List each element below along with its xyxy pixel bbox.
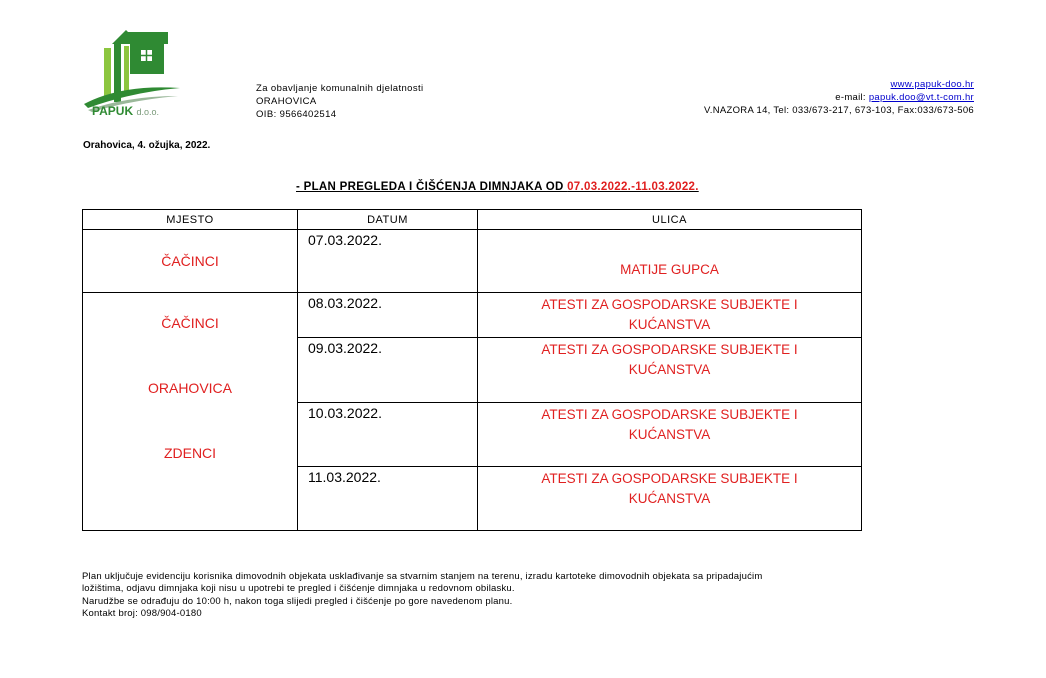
- place-group-cell: [83, 293, 298, 531]
- address-line: V.NAZORA 14, Tel: 033/673-217, 673-103, Fax:033/673-506: [703, 105, 974, 116]
- website-link[interactable]: www.papuk-doo.hr: [890, 79, 974, 90]
- title-date-range: 07.03.2022.-11.03.2022.: [567, 181, 699, 193]
- date-cell: 11.03.2022.: [298, 466, 478, 530]
- company-line2: ORAHOVICA: [256, 96, 317, 107]
- place-cell: [83, 230, 298, 293]
- street-line: ATESTI ZA GOSPODARSKE SUBJEKTE I: [541, 342, 798, 358]
- company-info: [256, 82, 424, 121]
- email-label: e-mail:: [835, 92, 869, 103]
- email-link[interactable]: papuk.doo@vt.t-com.hr: [868, 92, 974, 103]
- street-line: KUĆANSTVA: [628, 427, 711, 443]
- header-ulica: ULICA: [478, 210, 862, 230]
- street-line: KUĆANSTVA: [628, 362, 711, 378]
- header-mjesto: MJESTO: [83, 210, 298, 230]
- title-prefix: - PLAN PREGLEDA I ČIŠĆENJA DIMNJAKA OD: [296, 181, 568, 193]
- document-title: [296, 181, 699, 193]
- table-row: [83, 230, 862, 293]
- footer-line: Narudžbe se odrađuju do 10:00 h, nakon toga slijedi pregled i čišćenje po gore navedenom planu.: [82, 595, 513, 607]
- street-cell: [478, 466, 862, 530]
- date-cell: 07.03.2022.: [298, 230, 478, 293]
- street-cell: [478, 403, 862, 466]
- footer-line: ložištima, odjavu dimnjaka koji nisu u upotrebi te pregled i čišćenje dimnjaka u redovnom obilasku.: [82, 583, 515, 595]
- street-line: KUĆANSTVA: [628, 317, 711, 332]
- document-date: Orahovica, 4. ožujka, 2022.: [83, 140, 211, 151]
- place-label: ČAČINCI: [161, 253, 219, 269]
- date-cell: 09.03.2022.: [298, 338, 478, 403]
- contact-info: [704, 78, 974, 117]
- logo-name: PAPUK: [92, 104, 134, 118]
- footer-line: Kontakt broj: 098/904-0180: [82, 607, 202, 619]
- street-line: ATESTI ZA GOSPODARSKE SUBJEKTE I: [541, 407, 798, 423]
- street-cell: [478, 293, 862, 338]
- date-cell: 10.03.2022.: [298, 403, 478, 466]
- logo-suffix: d.o.o.: [136, 107, 159, 117]
- table-row: [83, 293, 862, 338]
- table-header-row: [83, 210, 862, 230]
- footer-line: Plan uključuje evidenciju korisnika dimovodnih objekata usklađivanje sa stvarnim stanjem na terenu, izradu kartoteke dimovodnih objekata sa pripadajućim: [82, 571, 763, 582]
- company-line3: OIB: 9566402514: [256, 109, 337, 120]
- street-cell: MATIJE GUPCA: [478, 230, 862, 293]
- street-line: ATESTI ZA GOSPODARSKE SUBJEKTE I: [541, 297, 798, 312]
- header-datum: DATUM: [298, 210, 478, 230]
- schedule-table: [82, 209, 862, 531]
- logo-wordmark: [92, 104, 159, 118]
- footer-notes: [82, 571, 762, 620]
- place-label: ORAHOVICA: [147, 380, 232, 396]
- street-line: KUĆANSTVA: [628, 490, 711, 506]
- place-label: ZDENCI: [163, 445, 217, 461]
- street-cell: [478, 338, 862, 403]
- street-line: ATESTI ZA GOSPODARSKE SUBJEKTE I: [541, 470, 798, 486]
- date-cell: 08.03.2022.: [298, 293, 478, 338]
- place-label: ČAČINCI: [161, 315, 219, 331]
- company-line1: Za obavljanje komunalnih djelatnosti: [256, 83, 424, 94]
